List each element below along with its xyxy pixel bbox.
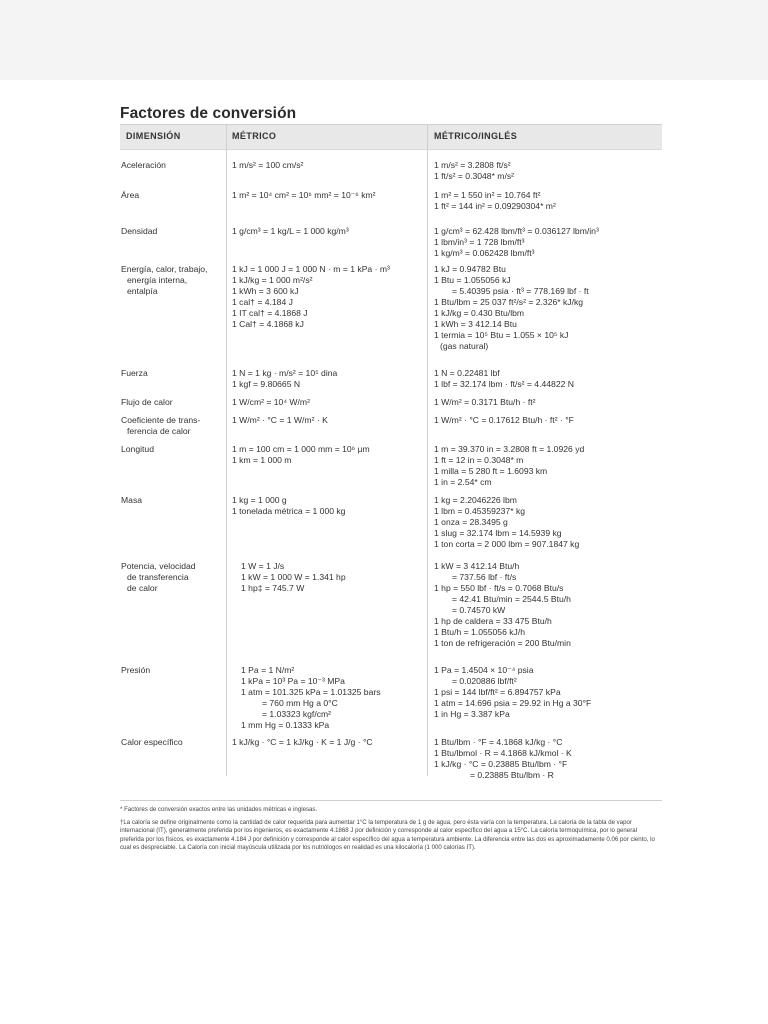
cell-line: 1 kJ/kg · °C = 1 kJ/kg · K = 1 J/g · °C <box>232 737 373 747</box>
cell-line: = 737.56 lbf · ft/s <box>452 572 517 582</box>
cell-english <box>434 160 662 182</box>
cell-line: 1 m/s² = 3.2808 ft/s² <box>434 160 511 170</box>
cell-line: Área <box>121 190 140 200</box>
cell-line: 1 hp de caldera = 33 475 Btu/h <box>434 616 552 626</box>
cell-line: 1 ft/s² = 0.3048* m/s² <box>434 171 515 181</box>
cell-dimension <box>121 561 223 594</box>
cell-line: 1 W/m² · °C = 1 W/m² · K <box>232 415 328 425</box>
header-dimension: DIMENSIÓN <box>126 131 181 141</box>
cell-english <box>434 264 662 352</box>
cell-metric <box>232 415 422 426</box>
cell-metric <box>232 737 422 748</box>
cell-metric <box>232 665 422 731</box>
cell-line: 1 kJ = 0.94782 Btu <box>434 264 506 274</box>
cell-line: 1 cal† = 4.184 J <box>232 297 293 307</box>
cell-metric <box>232 264 422 330</box>
cell-line: = 1.03323 kgf/cm² <box>262 709 332 719</box>
cell-line: 1 psi = 144 lbf/ft² = 6.894757 kPa <box>434 687 561 697</box>
cell-line: 1 kJ/kg · °C = 0.23885 Btu/lbm · °F <box>434 759 568 769</box>
cell-line: 1 atm = 14.696 psia = 29.92 in Hg a 30°F <box>434 698 592 708</box>
page-title: Factores de conversión <box>120 105 297 122</box>
cell-metric <box>232 495 422 517</box>
cell-line: 1 kW = 3 412.14 Btu/h <box>434 561 520 571</box>
cell-line: 1 hp‡ = 745.7 W <box>241 583 305 593</box>
cell-line: Densidad <box>121 226 158 236</box>
cell-line: 1 lbf = 32.174 lbm · ft/s² = 4.44822 N <box>434 379 574 389</box>
cell-line: Presión <box>121 665 151 675</box>
cell-dimension <box>121 264 223 297</box>
cell-metric <box>232 226 422 237</box>
cell-line: 1 W/cm² = 10⁴ W/m² <box>232 397 310 407</box>
cell-line: ferencia de calor <box>127 426 191 436</box>
cell-line: 1 kJ/kg = 1 000 m²/s² <box>232 275 313 285</box>
cell-line: 1 kgf = 9.80665 N <box>232 379 301 389</box>
footnote-calorie: †La caloría se define originalmente como la cantidad de calor requerida para aumentar 1°C la temperatura de 1 g de agua, pero ésta varía con la temperatura. La caloría de la tabla de vapor internacional (IT), generalmente preferida por los ingenieros, es exactamente 4.1868 J por definición y corresponde al calor específico del agua a 15°C. La caloría termoquímica, por lo general preferida por los físicos, es exactamente 4.184 J por definición y corresponde al calor específico del agua a temperatura ambiente. La diferencia entre las dos es aproximadamente 0.06 por ciento, lo cual es despreciable. La Caloría con inicial mayúscula utilizada por los nutriólogos en realidad es una kilocaloría (1 000 calorías IT). <box>120 818 655 852</box>
cell-line: 1 IT cal† = 4.1868 J <box>232 308 308 318</box>
cell-line: 1 in Hg = 3.387 kPa <box>434 709 510 719</box>
cell-metric <box>232 190 422 201</box>
cell-line: energía interna, <box>127 275 188 285</box>
cell-dimension <box>121 226 223 237</box>
cell-line: 1 N = 0.22481 lbf <box>434 368 500 378</box>
cell-line: 1 in = 2.54* cm <box>434 477 492 487</box>
cell-line: = 42.41 Btu/min = 2544.5 Btu/h <box>452 594 571 604</box>
cell-line: 1 Btu = 1.055056 kJ <box>434 275 511 285</box>
cell-line: 1 m² = 10⁴ cm² = 10⁶ mm² = 10⁻⁶ km² <box>232 190 376 200</box>
cell-english <box>434 561 662 649</box>
cell-line: 1 ton de refrigeración = 200 Btu/min <box>434 638 571 648</box>
cell-english <box>434 368 662 390</box>
cell-english <box>434 444 662 488</box>
cell-line: Potencia, velocidad <box>121 561 196 571</box>
cell-line: 1 N = 1 kg · m/s² = 10⁵ dina <box>232 368 338 378</box>
cell-line: 1 Btu/lbm = 25 037 ft²/s² = 2.326* kJ/kg <box>434 297 584 307</box>
cell-dimension <box>121 665 223 676</box>
cell-line: 1 Btu/h = 1.055056 kJ/h <box>434 627 526 637</box>
cell-line: 1 g/cm³ = 62.428 lbm/ft³ = 0.036127 lbm/in³ <box>434 226 599 236</box>
cell-english <box>434 495 662 550</box>
cell-english <box>434 226 662 259</box>
cell-metric <box>232 368 422 390</box>
cell-line: = 5.40395 psia · ft³ = 778.169 lbf · ft <box>452 286 589 296</box>
cell-dimension <box>121 160 223 171</box>
column-divider-1 <box>226 124 227 776</box>
cell-line: = 0.23885 Btu/lbm · R <box>470 770 554 780</box>
cell-line: Energía, calor, trabajo, <box>121 264 208 274</box>
cell-line: 1 kJ = 1 000 J = 1 000 N · m = 1 kPa · m³ <box>232 264 390 274</box>
cell-line: 1 g/cm³ = 1 kg/L = 1 000 kg/m³ <box>232 226 349 236</box>
cell-line: 1 onza = 28.3495 g <box>434 517 508 527</box>
cell-line: = 760 mm Hg a 0°C <box>262 698 338 708</box>
cell-line: 1 W = 1 J/s <box>241 561 285 571</box>
cell-line: 1 tonelada métrica = 1 000 kg <box>232 506 346 516</box>
cell-dimension <box>121 368 223 379</box>
cell-dimension <box>121 495 223 506</box>
cell-line: 1 Cal† = 4.1868 kJ <box>232 319 304 329</box>
cell-metric <box>232 444 422 466</box>
cell-line: Flujo de calor <box>121 397 173 407</box>
cell-metric <box>232 561 422 594</box>
cell-metric <box>232 397 422 408</box>
cell-line: 1 kg = 2.2046226 lbm <box>434 495 517 505</box>
cell-line: 1 ft = 12 in = 0.3048* m <box>434 455 524 465</box>
cell-english <box>434 665 662 720</box>
cell-line: 1 W/m² = 0.3171 Btu/h · ft² <box>434 397 536 407</box>
cell-line: de calor <box>127 583 158 593</box>
cell-line: 1 milla = 5 280 ft = 1.6093 km <box>434 466 548 476</box>
cell-metric <box>232 160 422 171</box>
cell-line: Aceleración <box>121 160 166 170</box>
cell-line: 1 Pa = 1.4504 × 10⁻⁴ psia <box>434 665 534 675</box>
cell-line: (gas natural) <box>440 341 489 351</box>
cell-line: 1 atm = 101.325 kPa = 1.01325 bars <box>241 687 381 697</box>
cell-line: 1 m² = 1 550 in² = 10.764 ft² <box>434 190 541 200</box>
cell-english <box>434 190 662 212</box>
footnotes <box>120 800 662 857</box>
cell-line: 1 hp = 550 lbf · ft/s = 0.7068 Btu/s <box>434 583 564 593</box>
cell-line: 1 m = 100 cm = 1 000 mm = 10⁶ μm <box>232 444 370 454</box>
cell-line: 1 Pa = 1 N/m² <box>241 665 295 675</box>
cell-english <box>434 397 662 408</box>
cell-dimension <box>121 444 223 455</box>
cell-english <box>434 737 662 781</box>
header-metric-english: MÉTRICO/INGLÉS <box>434 131 518 141</box>
cell-dimension <box>121 190 223 201</box>
cell-line: 1 lbm/in³ = 1 728 lbm/ft³ <box>434 237 525 247</box>
cell-line: 1 slug = 32.174 lbm = 14.5939 kg <box>434 528 562 538</box>
cell-line: 1 ton corta = 2 000 lbm = 907.1847 kg <box>434 539 580 549</box>
cell-line: de transferencia <box>127 572 189 582</box>
cell-line: 1 kWh = 3 412.14 Btu <box>434 319 517 329</box>
column-divider-2 <box>427 124 428 776</box>
cell-line: 1 m = 39.370 in = 3.2808 ft = 1.0926 yd <box>434 444 585 454</box>
cell-line: 1 kg/m³ = 0.062428 lbm/ft³ <box>434 248 535 258</box>
cell-line: Masa <box>121 495 143 505</box>
cell-line: 1 kPa = 10³ Pa = 10⁻³ MPa <box>241 676 345 686</box>
cell-dimension <box>121 397 223 408</box>
cell-line: 1 termia = 10⁵ Btu = 1.055 × 10⁵ kJ <box>434 330 569 340</box>
header-metric: MÉTRICO <box>232 131 277 141</box>
cell-english <box>434 415 662 426</box>
table-header <box>120 124 662 150</box>
cell-line: 1 kg = 1 000 g <box>232 495 287 505</box>
cell-line: entalpía <box>127 286 158 296</box>
cell-line: 1 ft² = 144 in² = 0.09290304* m² <box>434 201 556 211</box>
cell-line: Calor específico <box>121 737 183 747</box>
cell-line: 1 kW = 1 000 W = 1.341 hp <box>241 572 346 582</box>
cell-line: Coeficiente de trans- <box>121 415 201 425</box>
cell-line: 1 kWh = 3 600 kJ <box>232 286 299 296</box>
cell-line: Fuerza <box>121 368 148 378</box>
cell-line: 1 mm Hg = 0.1333 kPa <box>241 720 330 730</box>
cell-line: = 0.74570 kW <box>452 605 506 615</box>
cell-dimension <box>121 737 223 748</box>
cell-line: = 0.020886 lbf/ft² <box>452 676 517 686</box>
cell-line: Longitud <box>121 444 154 454</box>
cell-dimension <box>121 415 223 437</box>
cell-line: 1 Btu/lbm · °F = 4.1868 kJ/kg · °C <box>434 737 563 747</box>
top-band <box>0 0 768 80</box>
conversion-table-page <box>120 104 662 780</box>
footnote-exact: * Factores de conversión exactos entre las unidades métricas e inglesas. <box>120 806 318 813</box>
cell-line: 1 lbm = 0.45359237* kg <box>434 506 526 516</box>
cell-line: 1 kJ/kg = 0.430 Btu/lbm <box>434 308 525 318</box>
cell-line: 1 km = 1 000 m <box>232 455 292 465</box>
cell-line: 1 W/m² · °C = 0.17612 Btu/h · ft² · °F <box>434 415 574 425</box>
cell-line: 1 m/s² = 100 cm/s² <box>232 160 304 170</box>
cell-line: 1 Btu/lbmol · R = 4.1868 kJ/kmol · K <box>434 748 572 758</box>
